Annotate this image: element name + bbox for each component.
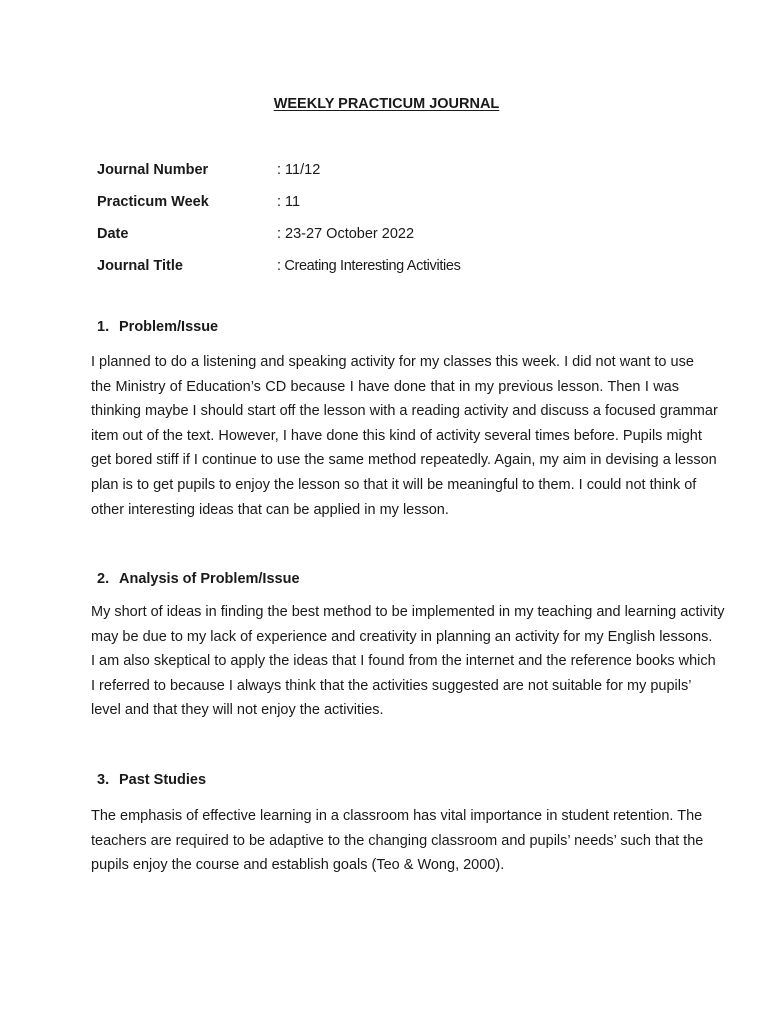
- meta-label: Practicum Week: [97, 194, 209, 210]
- paragraph-line: may be due to my lack of experience and creativity in planning an activity for my English lessons.: [91, 628, 713, 645]
- section-heading-past-studies: [97, 772, 206, 788]
- meta-row-date: [97, 226, 414, 246]
- paragraph-line: teachers are required to be adaptive to the changing classroom and pupils’ needs’ such that the: [91, 832, 704, 849]
- paragraph-line: thinking maybe I should start off the lesson with a reading activity and discuss a focused grammar: [91, 403, 718, 420]
- section-heading-analysis: [97, 571, 300, 587]
- meta-row-journal-title: [97, 258, 461, 278]
- section-title: Problem/Issue: [119, 319, 219, 335]
- meta-value: : 11: [277, 194, 301, 210]
- meta-value: : Creating Interesting Activities: [277, 258, 461, 274]
- meta-value: : 11/12: [277, 162, 321, 178]
- paragraph-line: level and that they will not enjoy the activities.: [91, 702, 384, 719]
- meta-label: Journal Title: [97, 258, 183, 274]
- paragraph-line: pupils enjoy the course and establish goals (Teo & Wong, 2000).: [91, 857, 505, 874]
- meta-label: Date: [97, 226, 129, 242]
- meta-label: Journal Number: [97, 162, 209, 178]
- section-heading-problem: [97, 319, 218, 335]
- paragraph-line: the Ministry of Education’s CD because I have done that in my previous lesson. Then I was: [91, 378, 679, 395]
- paragraph-line: I referred to because I always think that the activities suggested are not suitable for my pupils’: [91, 677, 692, 694]
- section-number: 2.: [97, 571, 110, 587]
- paragraph-line: item out of the text. However, I have done this kind of activity several times before. Pupils might: [91, 427, 702, 444]
- meta-value: : 23-27 October 2022: [277, 226, 415, 242]
- section-paragraph-problem: [91, 350, 718, 522]
- meta-row-journal-number: [97, 162, 320, 182]
- section-title: Past Studies: [119, 772, 207, 788]
- paragraph-line: get bored stiff if I continue to use the same method repeatedly. Again, my aim in devising a lesson: [91, 452, 717, 469]
- section-number: 3.: [97, 772, 110, 788]
- paragraph-line: other interesting ideas that can be applied in my lesson.: [91, 501, 449, 518]
- section-paragraph-analysis: [91, 600, 725, 723]
- paragraph-line: I am also skeptical to apply the ideas that I found from the internet and the reference books which: [91, 653, 716, 670]
- section-number: 1.: [97, 319, 110, 335]
- paragraph-line: The emphasis of effective learning in a classroom has vital importance in student retention. The: [91, 808, 703, 824]
- paragraph-line: My short of ideas in finding the best method to be implemented in my teaching and learning activity: [91, 604, 725, 620]
- paragraph-line: I planned to do a listening and speaking activity for my classes this week. I did not want to use: [91, 354, 694, 370]
- meta-row-practicum-week: [97, 194, 300, 214]
- section-paragraph-past-studies: [91, 804, 704, 878]
- section-title: Analysis of Problem/Issue: [119, 571, 300, 587]
- paragraph-line: plan is to get pupils to enjoy the lesson so that it will be meaningful to them. I could not think of: [91, 476, 697, 493]
- page-title: WEEKLY PRACTICUM JOURNAL: [273, 96, 500, 112]
